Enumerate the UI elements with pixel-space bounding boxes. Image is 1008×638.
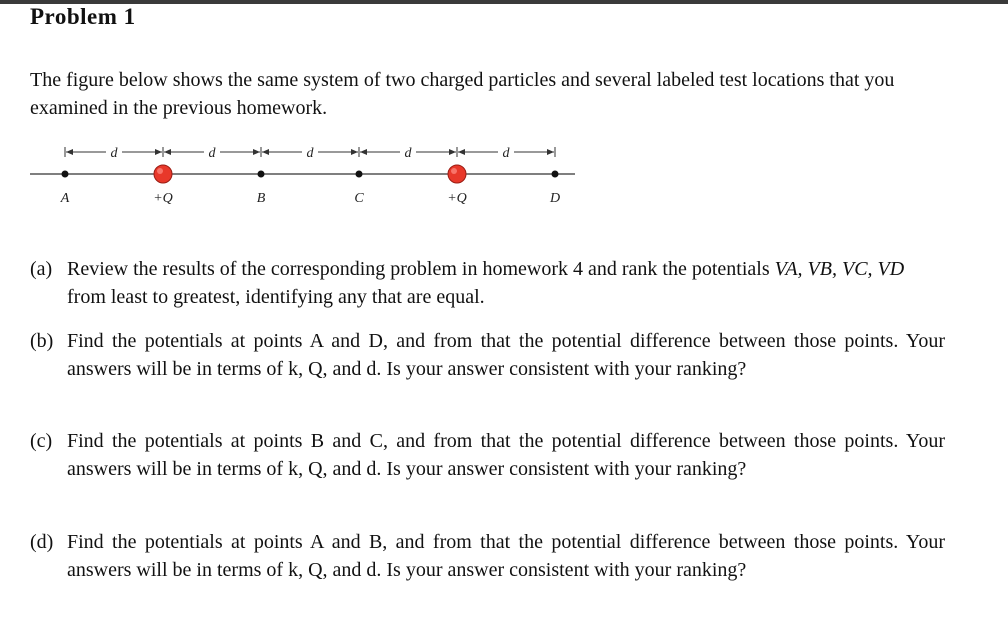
dim-label: d bbox=[502, 146, 510, 161]
charge-figure bbox=[30, 140, 590, 215]
dim-arrowhead bbox=[458, 149, 465, 155]
test-point bbox=[552, 171, 559, 178]
point-label: A bbox=[60, 191, 70, 206]
intro-paragraph: The figure below shows the same system of two charged particles and several labeled test locations that you examined in the previous homework. bbox=[30, 69, 895, 119]
part-d bbox=[30, 529, 945, 584]
part-d-tag: (d) bbox=[30, 531, 54, 553]
top-rule bbox=[0, 0, 1008, 4]
part-a-potentials bbox=[775, 258, 905, 280]
potentials-list: VA, VB, VC, VD bbox=[774, 258, 905, 280]
dim-arrowhead bbox=[262, 149, 269, 155]
dim-arrowhead bbox=[66, 149, 73, 155]
part-a-text: Review the results of the corresponding problem in homework 4 and rank the potentials bbox=[67, 258, 775, 280]
point-label: C bbox=[354, 191, 364, 206]
point-label: +Q bbox=[153, 191, 173, 206]
point-label: +Q bbox=[447, 191, 467, 206]
dim-label: d bbox=[208, 146, 216, 161]
part-c-tag: (c) bbox=[30, 430, 53, 452]
figure-layer bbox=[30, 146, 575, 206]
part-a bbox=[30, 256, 990, 311]
dim-arrowhead bbox=[351, 149, 358, 155]
charge-particle bbox=[154, 165, 172, 183]
charge-particle bbox=[448, 165, 466, 183]
dim-label: d bbox=[306, 146, 314, 161]
part-d-body: Find the potentials at points A and B, and from that the potential difference between those points. Your answers will be in terms of k, Q, and d. Is your answer consistent with your ranking? bbox=[67, 531, 945, 581]
problem-heading: Problem 1 bbox=[30, 4, 136, 29]
part-b-body: Find the potentials at points A and D, and from that the potential difference between those points. Your answers will be in terms of k, Q, and d. Is your answer consistent with your ranking? bbox=[67, 330, 945, 380]
dim-arrowhead bbox=[164, 149, 171, 155]
dim-label: d bbox=[110, 146, 118, 161]
dim-arrowhead bbox=[360, 149, 367, 155]
part-b-tag: (b) bbox=[30, 330, 54, 352]
test-point bbox=[258, 171, 265, 178]
part-a-body bbox=[67, 256, 990, 311]
part-c bbox=[30, 428, 945, 483]
dim-arrowhead bbox=[155, 149, 162, 155]
part-b bbox=[30, 328, 945, 383]
dim-label: d bbox=[404, 146, 412, 161]
point-label: B bbox=[256, 191, 266, 206]
charge-highlight bbox=[157, 168, 163, 174]
test-point bbox=[62, 171, 69, 178]
part-a-text-end: from least to greatest, identifying any that are equal. bbox=[67, 285, 485, 308]
point-label: D bbox=[549, 191, 561, 206]
dim-arrowhead bbox=[547, 149, 554, 155]
part-c-body: Find the potentials at points B and C, and from that the potential difference between those points. Your answers will be in terms of k, Q, and d. Is your answer consistent with your ranking? bbox=[67, 430, 945, 480]
dim-arrowhead bbox=[449, 149, 456, 155]
part-a-tag: (a) bbox=[30, 258, 53, 280]
charge-highlight bbox=[451, 168, 457, 174]
dim-arrowhead bbox=[253, 149, 260, 155]
test-point bbox=[356, 171, 363, 178]
